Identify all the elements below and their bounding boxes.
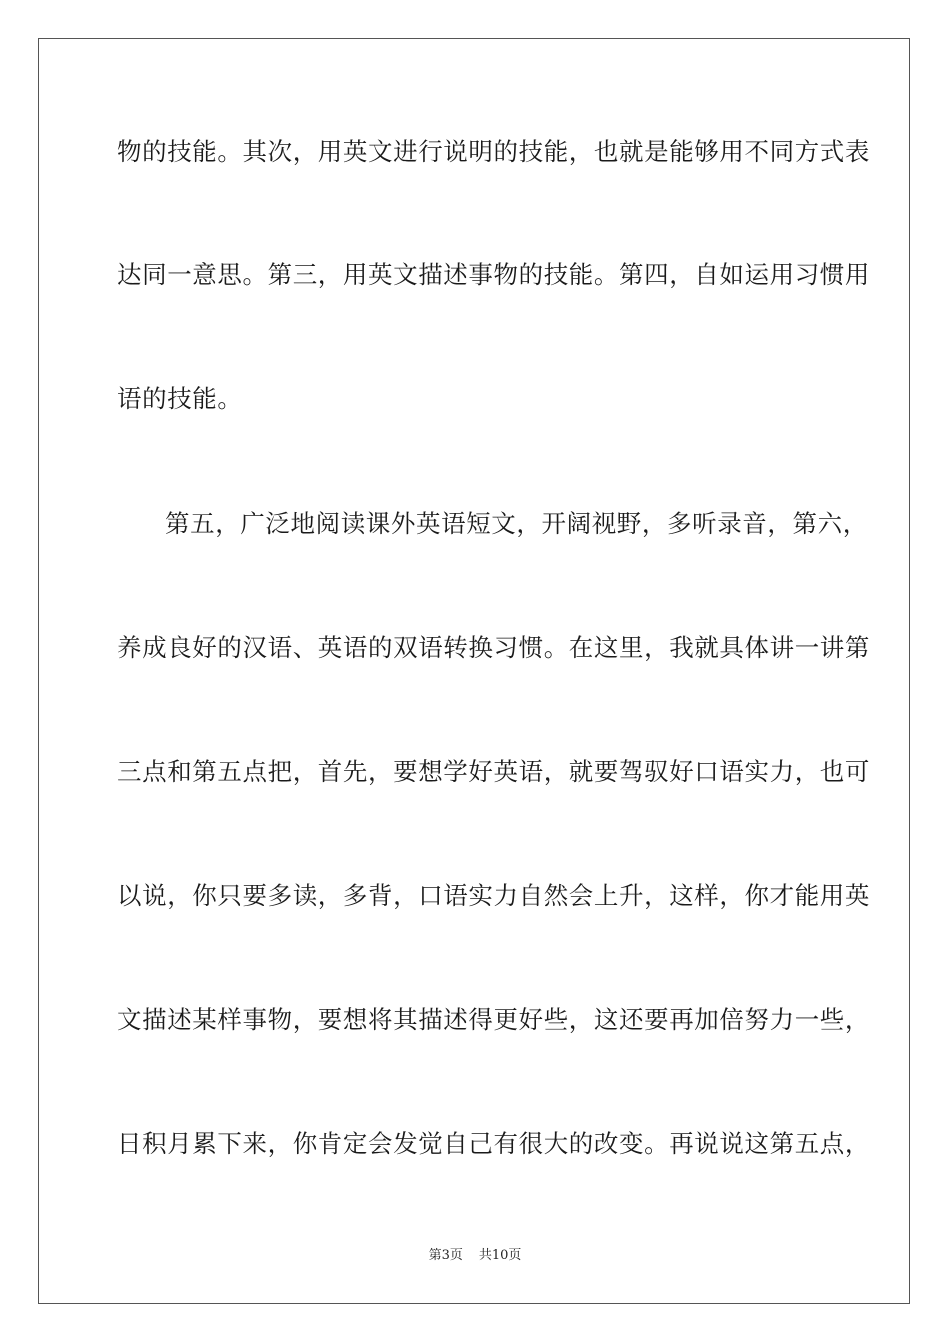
page-number: 第3页 bbox=[428, 1248, 463, 1263]
page-total: 共10页 bbox=[478, 1248, 522, 1263]
body-text-line: 达同一意思。第三，用英文描述事物的技能。第四，自如运用习惯用 bbox=[117, 260, 870, 289]
body-text-line: 语的技能。 bbox=[117, 384, 243, 413]
page-footer bbox=[0, 1248, 950, 1264]
page-border bbox=[38, 38, 910, 1304]
body-text-line: 文描述某样事物，要想将其描述得更好些，这还要再加倍努力一些， bbox=[117, 1005, 870, 1034]
body-text-line: 以说，你只要多读，多背，口语实力自然会上升，这样，你才能用英 bbox=[117, 881, 870, 910]
body-text-line: 三点和第五点把，首先，要想学好英语，就要驾驭好口语实力，也可 bbox=[117, 757, 870, 786]
body-text-line: 物的技能。其次，用英文进行说明的技能，也就是能够用不同方式表 bbox=[117, 137, 870, 166]
body-text-line: 养成良好的汉语、英语的双语转换习惯。在这里，我就具体讲一讲第 bbox=[117, 633, 870, 662]
body-text-line: 日积月累下来，你肯定会发觉自己有很大的改变。再说说这第五点， bbox=[117, 1129, 870, 1158]
paragraph-first-line: 第五，广泛地阅读课外英语短文，开阔视野，多听录音，第六， bbox=[165, 509, 868, 538]
